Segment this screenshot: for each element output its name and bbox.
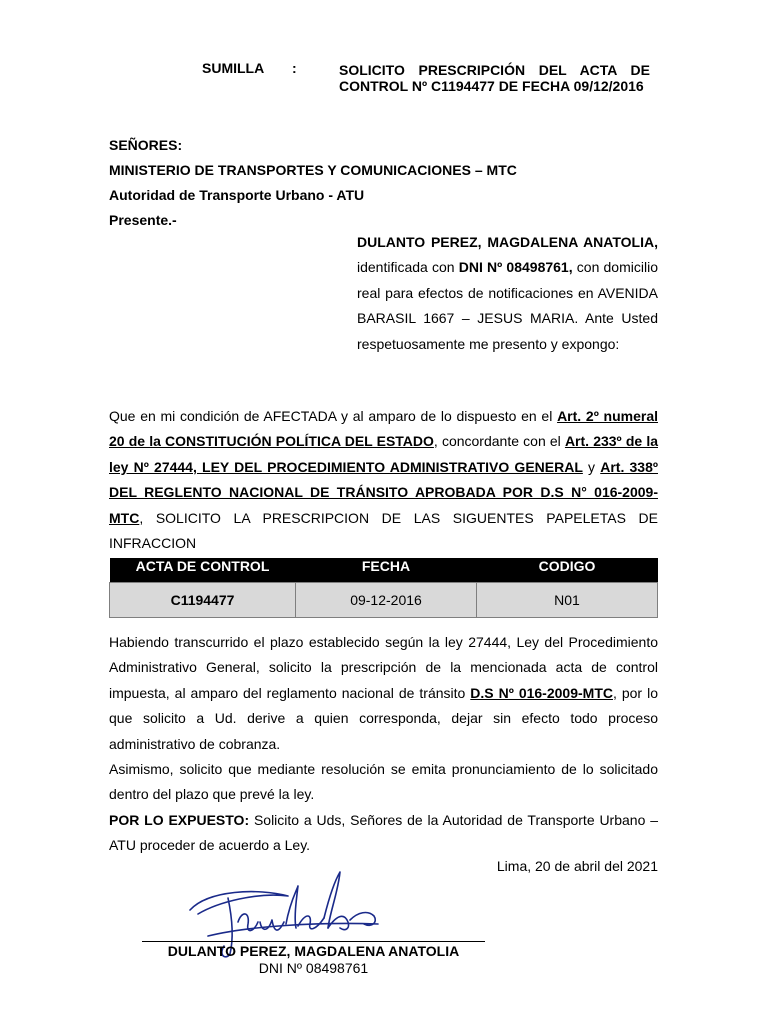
sumilla-colon: : xyxy=(292,60,297,76)
para2-text-1: Habiendo transcurrido el plazo establecido según la ley 27444, Ley del Procedimiento Administrativo General, solicito la prescripción de la mencionada acta de control impuesta, al amparo del reglamento nacional de tránsito xyxy=(109,634,658,701)
table-cell-fecha: 09-12-2016 xyxy=(296,583,477,618)
infraction-table xyxy=(109,558,658,618)
closing-paragraph xyxy=(109,808,658,859)
para1-citation-1: Art. 2º numeral 20 de la CONSTITUCIÓN POLÍTICA DEL ESTADO xyxy=(109,408,658,450)
addressee-authority: Autoridad de Transporte Urbano - ATU xyxy=(109,187,365,203)
table-header-acta: ACTA DE CONTROL xyxy=(110,558,296,583)
para1-citation-2: Art. 233º de la ley Nº 27444, LEY DEL PROCEDIMIENTO ADMINISTRATIVO GENERAL xyxy=(109,433,658,475)
para1-text-2: , concordante con el xyxy=(433,433,565,450)
addressee-ministry: MINISTERIO DE TRANSPORTES Y COMUNICACIONES – MTC xyxy=(109,162,517,178)
sumilla-label: SUMILLA xyxy=(202,60,265,76)
closing-text: Solicito a Uds, Señores de la Autoridad de Transporte Urbano – ATU proceder de acuerdo a Ley. xyxy=(109,812,658,854)
signer-name: DULANTO PEREZ, MAGDALENA ANATOLIA xyxy=(167,943,460,959)
party-name: DULANTO PEREZ, MAGDALENA ANATOLIA, xyxy=(357,234,658,250)
para1-citation-3: Art. 338º DEL REGLENTO NACIONAL DE TRÁNSITO APROBADA POR D.S N° 016-2009- MTC xyxy=(109,458,658,526)
table-header-row xyxy=(110,558,658,583)
request-paragraph xyxy=(109,630,658,757)
table-header-codigo: CODIGO xyxy=(477,558,658,583)
addressee-present: Presente.- xyxy=(109,212,177,228)
legal-basis-paragraph xyxy=(109,404,658,556)
para1-text-3: y xyxy=(582,458,601,475)
closing-bold: POR LO EXPUESTO: xyxy=(109,812,250,828)
table-cell-codigo: N01 xyxy=(477,583,658,618)
signature-line xyxy=(142,941,485,942)
para2-text-2: , por lo que solicito a Ud. derive a quien corresponda, dejar sin efecto todo proceso administrativo de cobranza. xyxy=(109,684,658,752)
table-header-fecha: FECHA xyxy=(296,558,477,583)
addressee-greeting: SEÑORES: xyxy=(109,137,183,153)
party-dni: DNI Nº 08498761, xyxy=(458,259,573,276)
table-cell-acta: C1194477 xyxy=(110,583,296,618)
party-text-2: con domicilio real para efectos de notificaciones en AVENIDA BARASIL 1667 – JESUS MARIA. Ante Usted respetuosamente me presento y expongo: xyxy=(357,259,658,352)
table-row xyxy=(110,583,658,618)
para1-text-1: Que en mi condición de AFECTADA y al amparo de lo dispuesto en el xyxy=(109,408,558,424)
party-identification xyxy=(357,230,658,357)
sumilla-text: SOLICITO PRESCRIPCIÓN DEL ACTA DE CONTROL Nº C1194477 DE FECHA 09/12/2016 xyxy=(339,62,650,94)
resolution-paragraph: Asimismo, solicito que mediante resolución se emita pronunciamiento de lo solicitado dentro del plazo que prevé la ley. xyxy=(109,761,658,803)
para1-text-4: , SOLICITO LA PRESCRIPCION DE LAS SIGUENTES PAPELETAS DE INFRACCION xyxy=(109,509,658,552)
para2-citation: D.S Nº 016-2009-MTC xyxy=(470,684,613,701)
party-text-1: identificada con xyxy=(357,259,459,276)
signer-dni: DNI Nº 08498761 xyxy=(258,960,369,976)
document-date: Lima, 20 de abril del 2021 xyxy=(496,858,658,874)
addressee-block xyxy=(109,133,517,233)
